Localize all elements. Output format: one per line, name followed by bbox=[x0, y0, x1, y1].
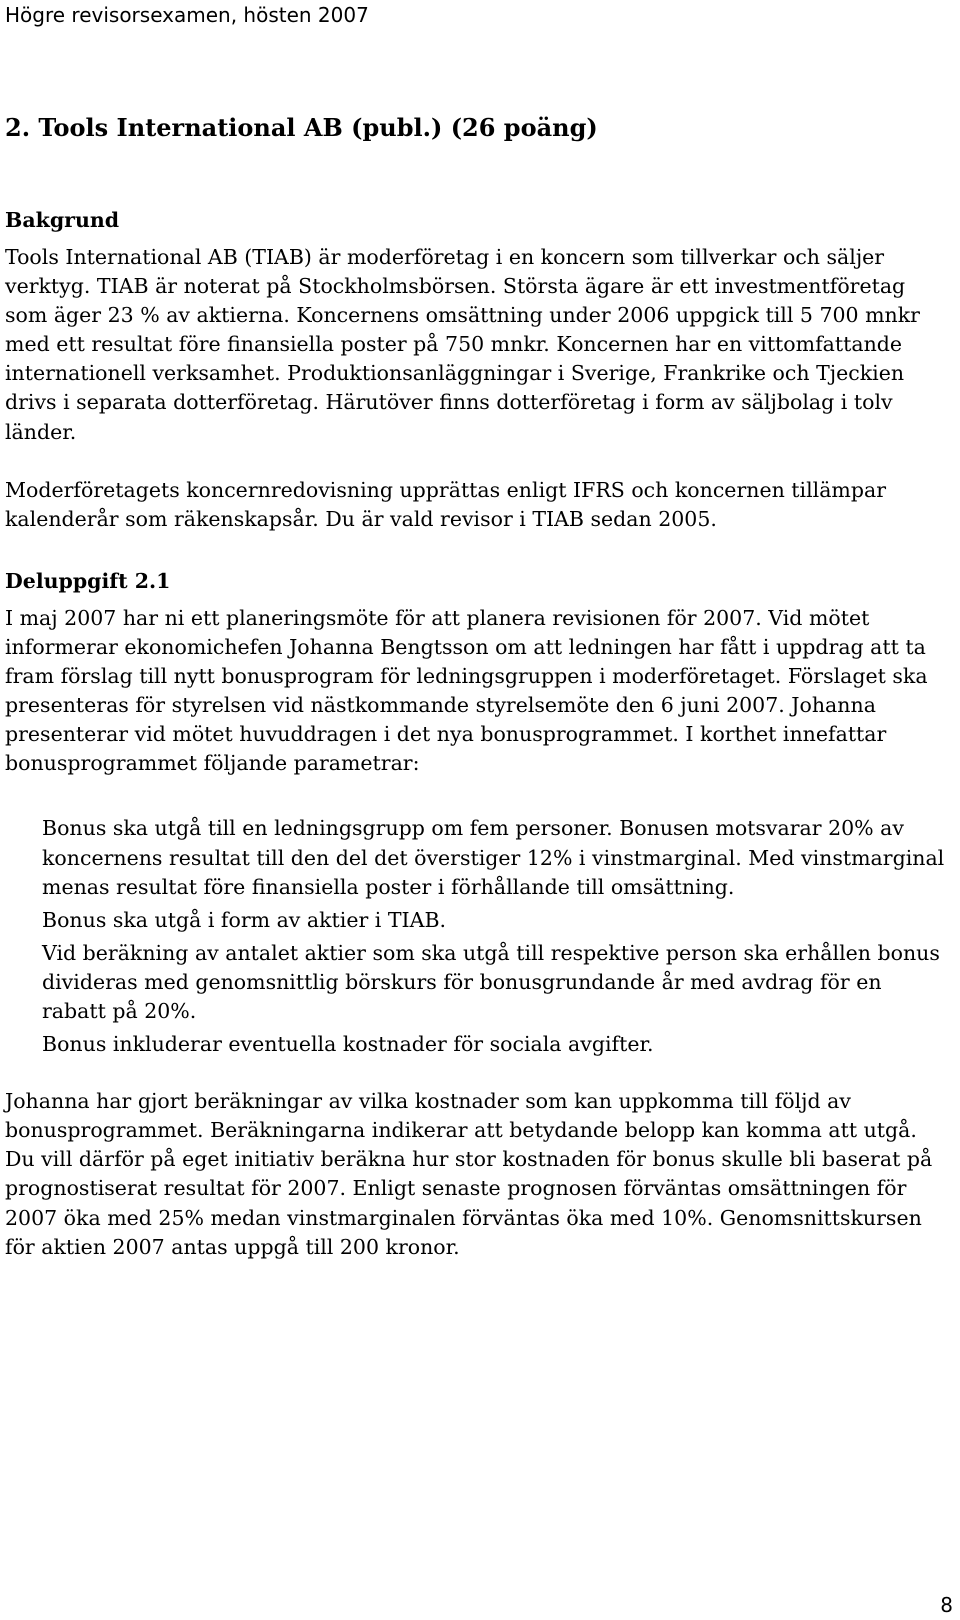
background-paragraph-1: Tools International AB (TIAB) är moderföretag i en koncern som tillverkar och säljer verktyg. TIAB är noterat på Stockholmsbörsen. Största ägare är ett investmentföretag som äger 23 % av aktierna. Koncernens omsättning under 2006 uppgick till 5 700 mnkr med ett resultat före finansiella poster på 750 mnkr. Koncernen har en vittomfattande internationell verksamhet. Produktionsanläggningar i Sverige, Frankrike och Tjeckien drivs i separata dotterföretag. Härutöver finns dotterföretag i form av säljbolag i tolv länder. bbox=[5, 245, 920, 444]
background-paragraph-2: Moderföretagets koncernredovisning upprättas enligt IFRS och koncernen tillämpar kalenderår som räkenskapsår. Du är vald revisor i TIAB sedan 2005. bbox=[5, 477, 887, 531]
page-number: 8 bbox=[940, 1593, 953, 1617]
list-item: Bonus ska utgå till en ledningsgrupp om fem personer. Bonusen motsvarar 20% av koncernens resultat till den del det överstiger 12% i vinstmarginal. Med vinstmarginal menas resultat före finansiella poster i förhållande till omsättning. bbox=[42, 816, 945, 899]
section-title: 2. Tools International AB (publ.) (26 poäng) bbox=[5, 113, 598, 142]
list-item: Bonus ska utgå i form av aktier i TIAB. bbox=[42, 907, 447, 932]
list-item: Bonus inkluderar eventuella kostnader för sociala avgifter. bbox=[42, 1032, 654, 1057]
bonus-parameters-list bbox=[5, 814, 950, 1059]
subtask-intro: I maj 2007 har ni ett planeringsmöte för att planera revisionen för 2007. Vid mötet informerar ekonomichefen Johanna Bengtsson om att ledningen har fått i uppdrag att ta fram förslag till nytt bonusprogram för ledningsgruppen i moderföretaget. Förslaget ska presenteras för styrelsen vid nästkommande styrelsemöte den 6 juni 2007. Johanna presenterar vid mötet huvuddragen i det nya bonusprogrammet. I korthet innefattar bonusprogrammet följande parametrar: bbox=[5, 605, 928, 776]
background-heading: Bakgrund bbox=[5, 208, 120, 232]
document-body bbox=[5, 110, 950, 1262]
list-item: Vid beräkning av antalet aktier som ska utgå till respektive person ska erhållen bonus divideras med genomsnittlig börskurs för bonusgrundande år med avdrag för en rabatt på 20%. bbox=[42, 940, 940, 1023]
subtask-heading: Deluppgift 2.1 bbox=[5, 568, 171, 593]
subtask-closing-paragraph: Johanna har gjort beräkningar av vilka kostnader som kan uppkomma till följd av bonusprogrammet. Beräkningarna indikerar att betydande belopp kan komma att utgå. Du vill därför på eget initiativ beräkna hur stor kostnaden för bonus skulle bli baserat på prognostiserat resultat för 2007. Enligt senaste prognosen förväntas omsättningen för 2007 öka med 25% medan vinstmarginalen förväntas öka med 10%. Genomsnittskursen för aktien 2007 antas uppgå till 200 kronor. bbox=[5, 1089, 933, 1259]
page-header: Högre revisorsexamen, hösten 2007 bbox=[5, 3, 369, 27]
